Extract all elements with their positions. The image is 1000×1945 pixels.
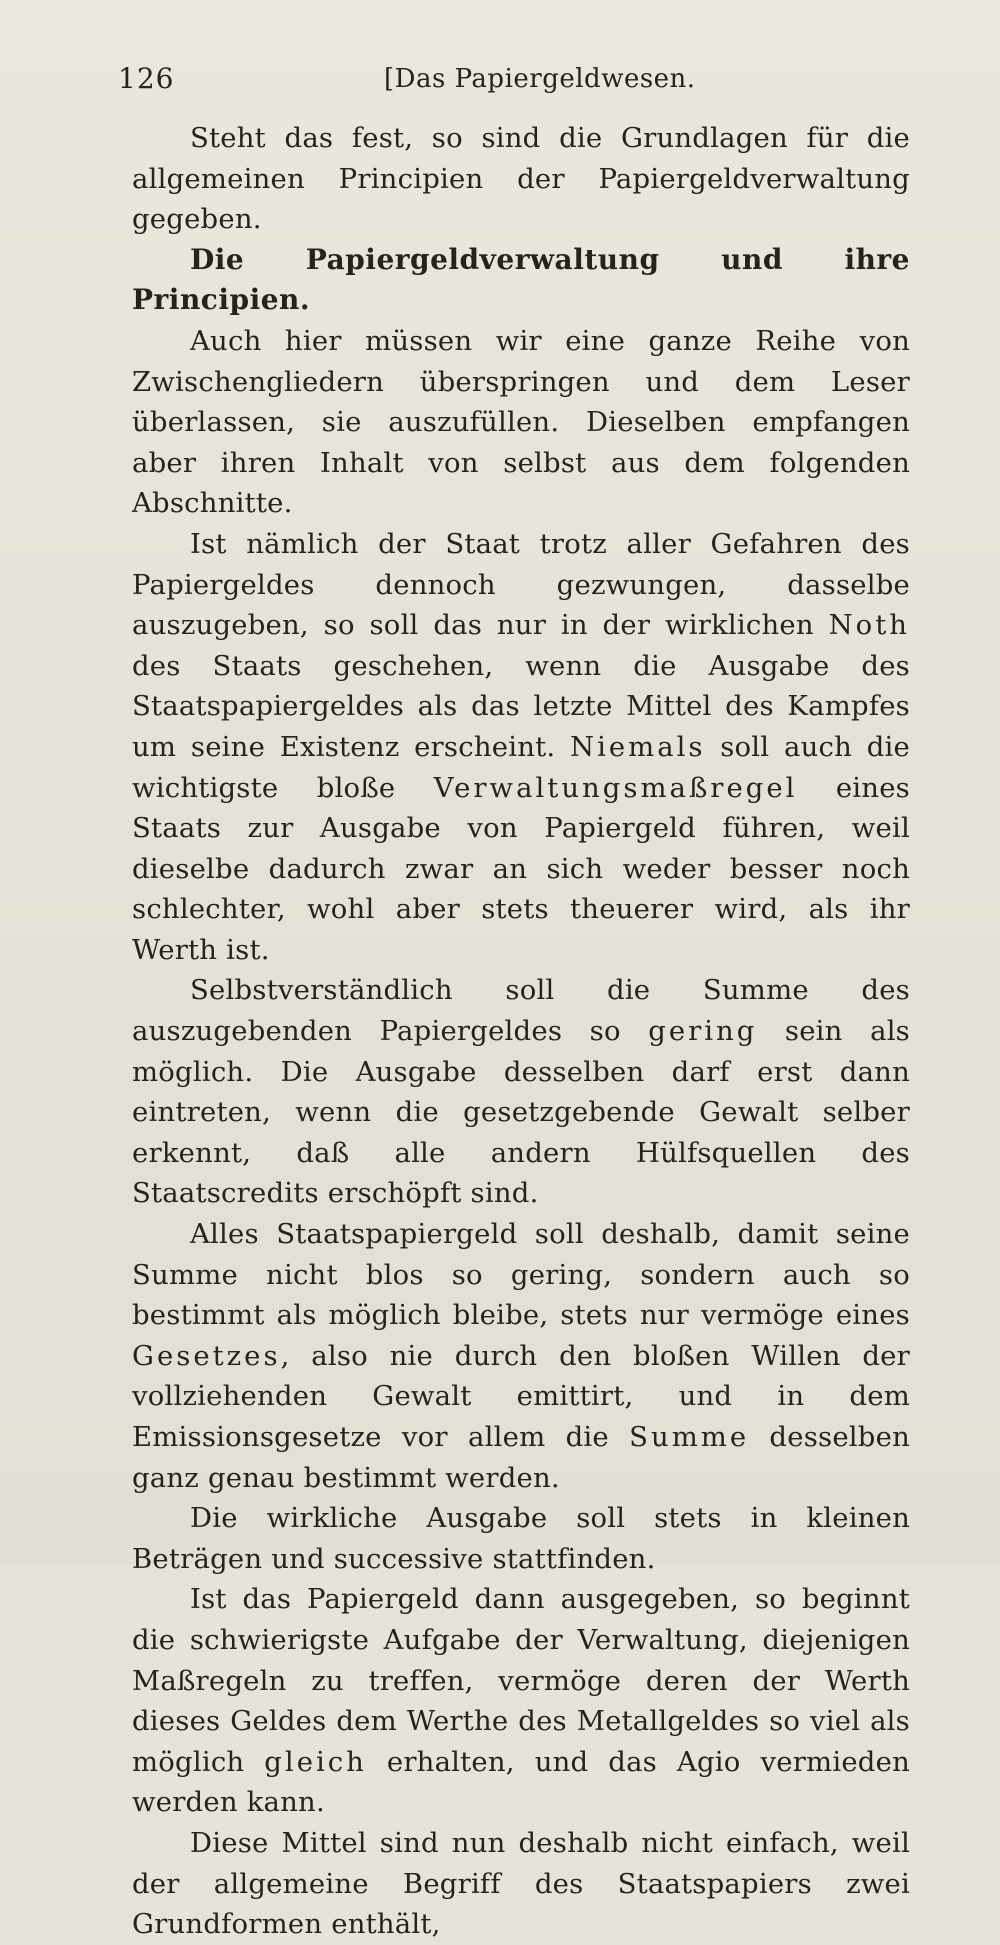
text-segment: des Staats geschehen, wenn die Ausgabe des Staatspapiergeldes als das letzte Mittel des Kampfes um seine Existenz erscheint. xyxy=(132,649,910,763)
paragraph-7 xyxy=(132,1579,910,1823)
text-segment: eines Staats zur Ausgabe von Papiergeld führen, weil dieselbe dadurch zwar an sich weder besser noch schlechter, wohl aber stets theuerer wird, als ihr Werth ist. xyxy=(132,771,910,966)
emphasis-verwaltungsmassregel: Verwaltungsmaßregel xyxy=(433,771,798,804)
section-heading: Die Papiergeldverwaltung und ihre Principien. xyxy=(132,242,910,317)
emphasis-gleich: gleich xyxy=(264,1745,367,1778)
emphasis-summe: Summe xyxy=(629,1421,750,1453)
emphasis-gesetzes: Gesetzes xyxy=(132,1339,281,1372)
paragraph-3 xyxy=(132,524,910,971)
text-segment: erhalten, und das Agio vermieden werden kann. xyxy=(132,1745,910,1819)
emphasis-noth: Noth xyxy=(828,609,910,642)
paragraph-6: Die wirkliche Ausgabe soll stets in kleinen Beträgen und successive stattfinden. xyxy=(132,1502,910,1575)
text-segment: Selbstverständlich soll die Summe des auszugebenden Papiergeldes so xyxy=(132,974,910,1048)
text-segment: Ist nämlich der Staat trotz aller Gefahren des Papiergeldes dennoch gezwungen, dasselbe auszugeben, so soll das nur in der wirklichen xyxy=(132,527,910,642)
paragraph-5 xyxy=(132,1214,910,1498)
text-segment: soll auch die wichtigste bloße xyxy=(132,730,910,804)
text-segment: Ist das Papiergeld dann ausgegeben, so beginnt die schwierigste Aufgabe der Verwaltung, diejenigen Maßregeln zu treffen, vermöge deren der Werth dieses Geldes dem Werthe des Metallgeldes so viel als möglich xyxy=(132,1583,910,1778)
text-segment: , also nie durch den bloßen Willen der vollziehenden Gewalt emittirt, und in dem Emissionsgesetze vor allem die xyxy=(132,1339,910,1453)
text-segment: desselben ganz genau bestimmt werden. xyxy=(132,1421,910,1494)
emphasis-niemals: Niemals xyxy=(570,730,706,763)
page-header xyxy=(118,62,908,98)
paragraph-4 xyxy=(132,970,910,1214)
text-segment: Alles Staatspapiergeld soll deshalb, damit seine Summe nicht blos so gering, sondern auch so bestimmt als möglich bleibe, stets nur vermöge eines xyxy=(132,1218,910,1332)
body-text xyxy=(132,118,910,1945)
paragraph-1: Steht das fest, so sind die Grundlagen für die allgemeinen Principien der Papiergeldverwaltung gegeben. xyxy=(132,122,910,236)
text-segment: sein als möglich. Die Ausgabe desselben darf erst dann eintreten, wenn die gesetzgebende Gewalt selber erkennt, daß alle andern Hülfsquellen des Staatscredits erschöpft sind. xyxy=(132,1015,910,1210)
emphasis-gering: gering xyxy=(648,1015,758,1048)
paragraph-8: Diese Mittel sind nun deshalb nicht einfach, weil der allgemeine Begriff des Staatspapiers zwei Grundformen enthält, xyxy=(132,1826,910,1941)
page-number: 126 xyxy=(118,62,175,95)
paragraph-2: Auch hier müssen wir eine ganze Reihe von Zwischengliedern überspringen und dem Leser überlassen, sie auszufüllen. Dieselben empfangen aber ihren Inhalt von selbst aus dem folgenden Abschnitte. xyxy=(132,324,910,520)
running-head: [Das Papiergeldwesen. xyxy=(384,64,696,94)
